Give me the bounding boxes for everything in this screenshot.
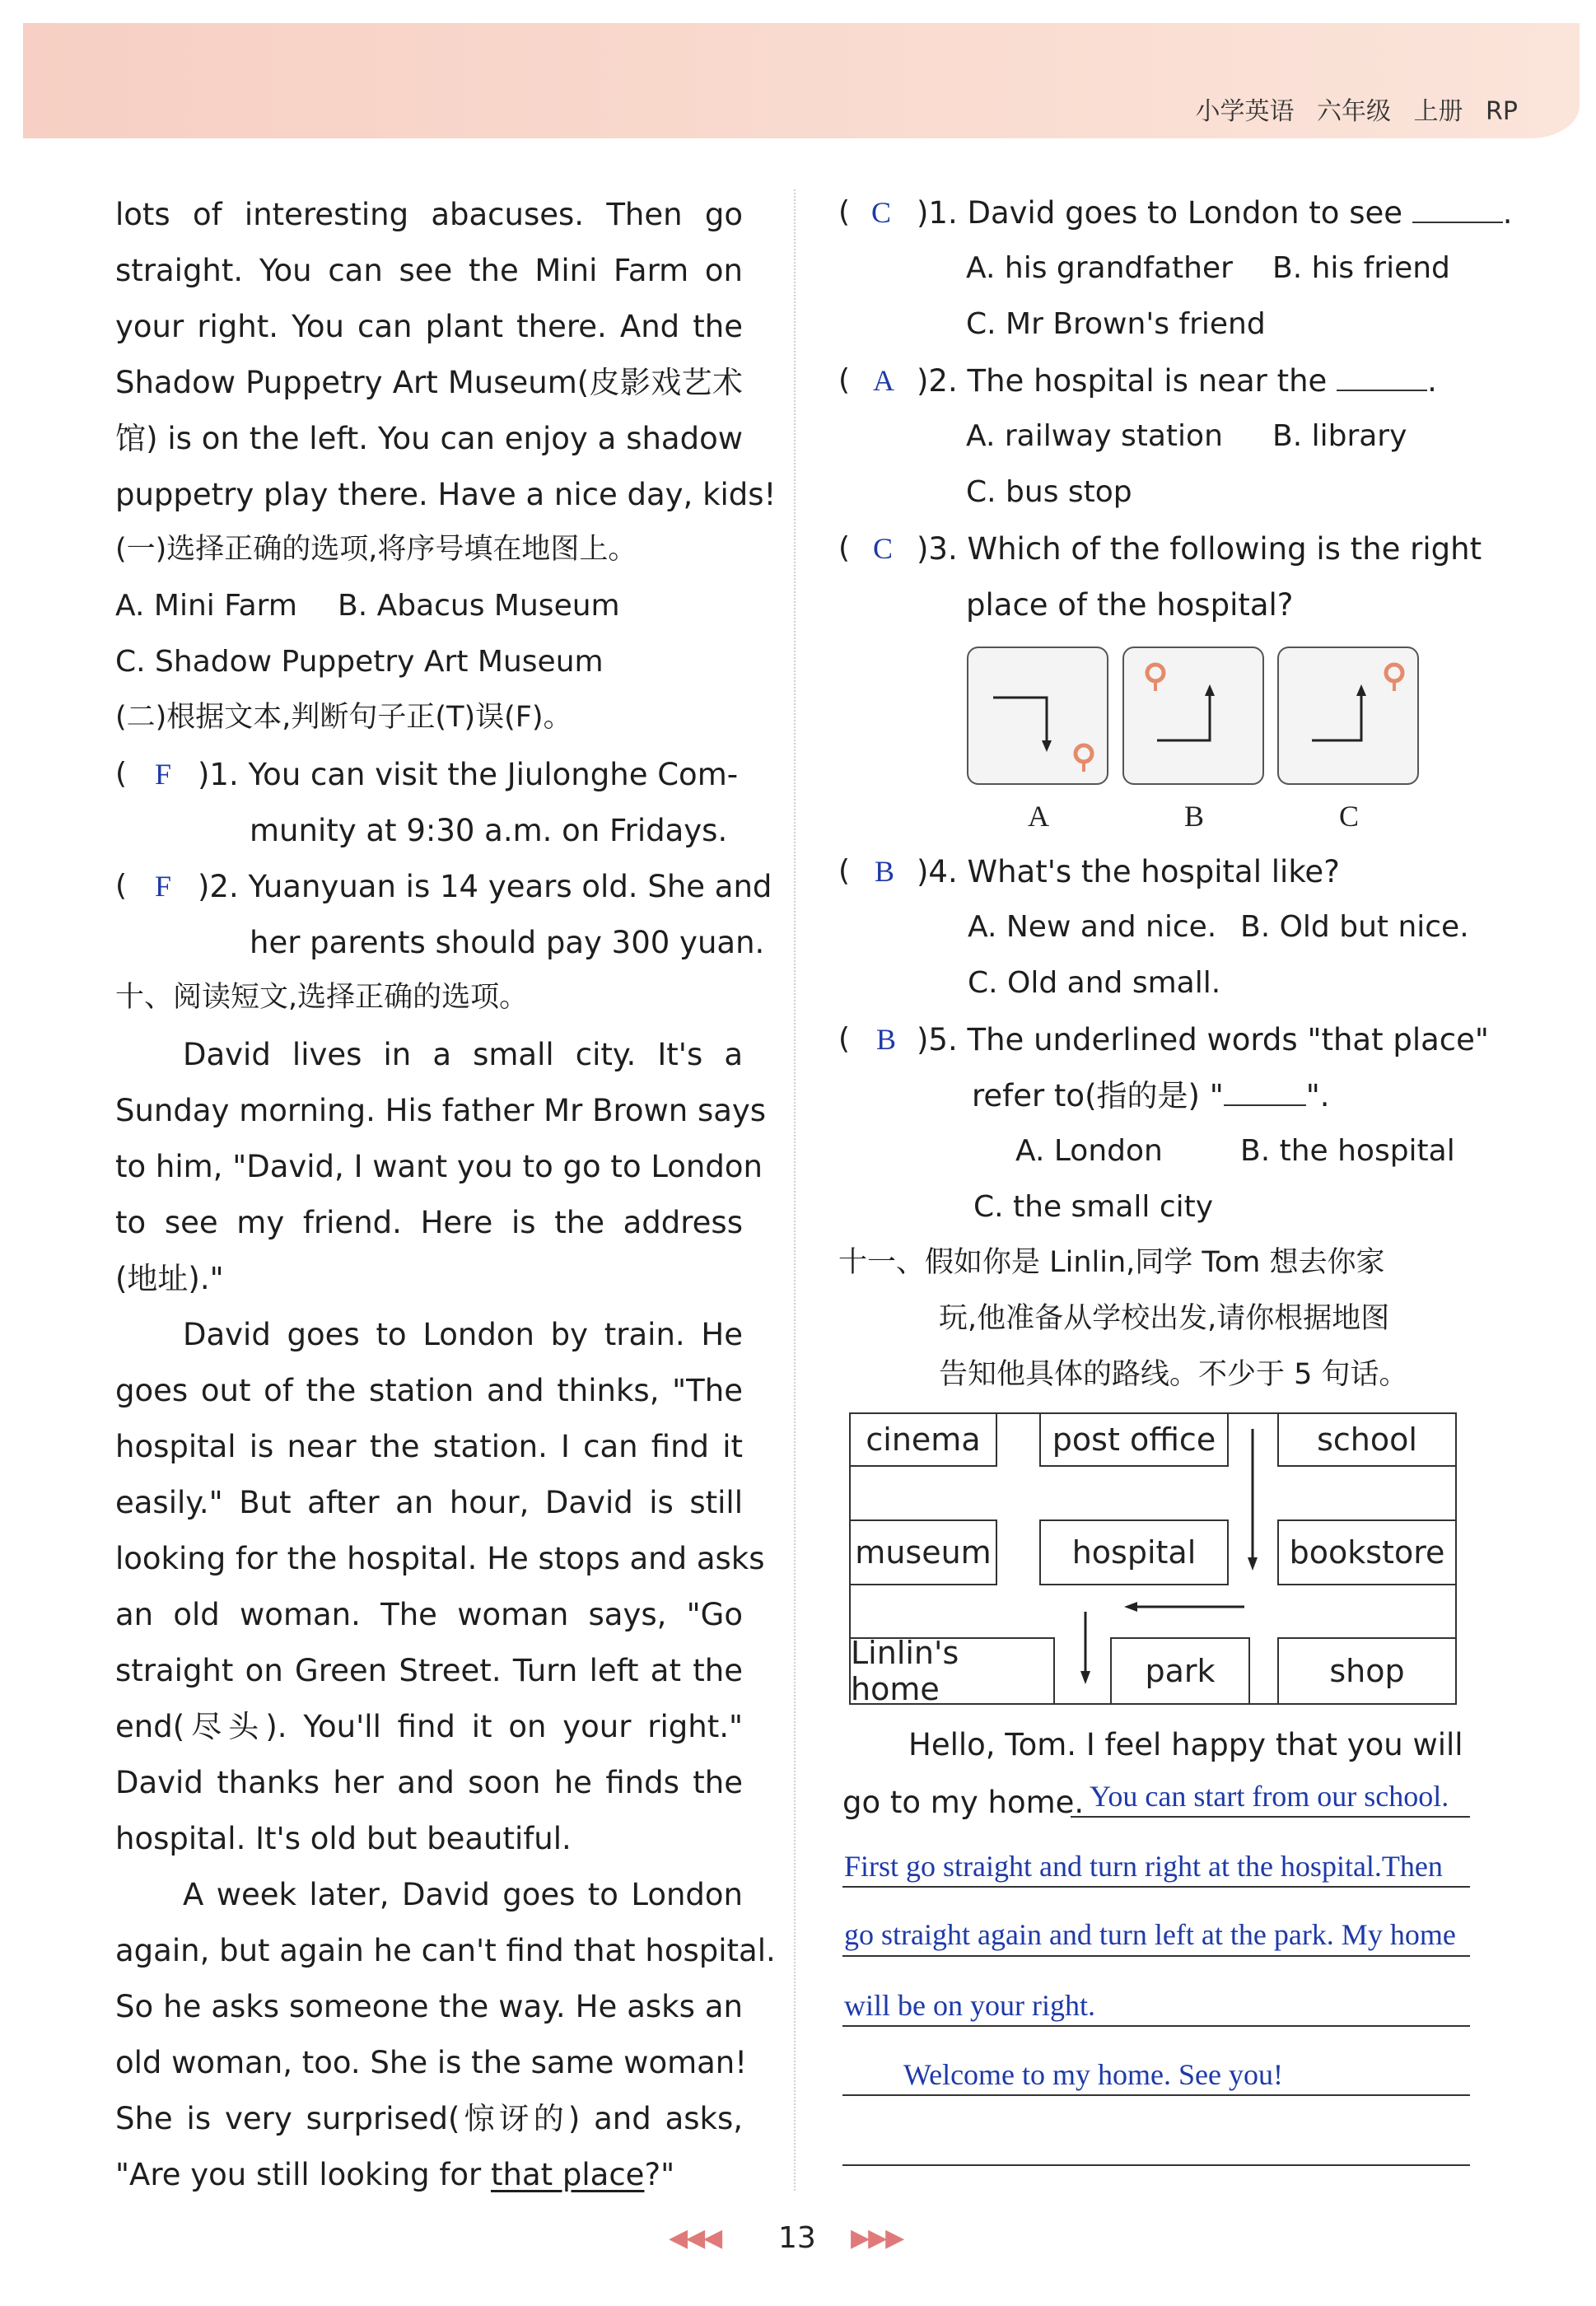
answer-text: B bbox=[876, 1023, 897, 1056]
story-line: looking for the hospital. He stops and asks bbox=[115, 1541, 765, 1576]
story-line: David lives in a small city. It's a bbox=[183, 1037, 743, 1072]
map-bookstore: bookstore bbox=[1277, 1519, 1457, 1585]
answer-text: A bbox=[873, 364, 894, 397]
answer-text: B bbox=[875, 855, 895, 888]
answer-bracket: ( bbox=[115, 869, 128, 903]
map-museum: museum bbox=[849, 1519, 997, 1585]
next-page-icon[interactable]: ▶▶▶ bbox=[851, 2224, 903, 2252]
option-b: B. the hospital bbox=[1240, 1134, 1455, 1168]
letter-line: Hello, Tom. I feel happy that you will bbox=[908, 1727, 1463, 1762]
route-a-drawing bbox=[968, 648, 1107, 783]
map-shop: shop bbox=[1277, 1637, 1457, 1705]
passage-line: puppetry play there. Have a nice day, kids! bbox=[115, 477, 777, 512]
answer-bracket: ( bbox=[838, 1022, 851, 1056]
story-line: hospital is near the station. I can find it bbox=[115, 1429, 743, 1464]
route-picture-b bbox=[1122, 647, 1264, 785]
option-c: C. Mr Brown's friend bbox=[966, 307, 1266, 341]
option-c: C. the small city bbox=[973, 1190, 1214, 1224]
header-title: 小学英语 六年级 上册 RP bbox=[1195, 97, 1518, 126]
answer-blank bbox=[1224, 1104, 1306, 1106]
question-stem bbox=[917, 363, 1437, 399]
answer-bracket: ( bbox=[838, 195, 851, 229]
map-post-office: post office bbox=[1039, 1412, 1229, 1467]
map-school: school bbox=[1277, 1412, 1457, 1467]
writing-line bbox=[842, 2025, 1470, 2027]
down-arrow-icon bbox=[1248, 1429, 1258, 1571]
answer-bracket: ( bbox=[838, 363, 851, 397]
answer-text: C bbox=[871, 196, 892, 229]
answer-bracket: ( bbox=[838, 854, 851, 888]
answer-bracket: ( bbox=[115, 757, 128, 791]
story-line: to see my friend. Here is the address bbox=[115, 1205, 743, 1240]
option-c: C. Shadow Puppetry Art Museum bbox=[115, 645, 604, 679]
answer-text: C bbox=[873, 532, 894, 565]
story-line: straight on Green Street. Turn left at the bbox=[115, 1653, 743, 1688]
route-picture-c bbox=[1277, 647, 1419, 785]
prev-page-icon[interactable]: ◀◀◀ bbox=[669, 2224, 721, 2252]
option-a: A. London bbox=[1015, 1134, 1163, 1168]
section-title: 告知他具体的路线。不少于 5 句话。 bbox=[939, 1358, 1408, 1391]
handwritten-answer: Welcome to my home. See you! bbox=[903, 2058, 1283, 2091]
answer-bracket: ( bbox=[838, 531, 851, 565]
story-line: hospital. It's old but beautiful. bbox=[115, 1821, 572, 1856]
option-b: B. Old but nice. bbox=[1240, 910, 1469, 944]
map-park: park bbox=[1110, 1637, 1250, 1705]
writing-line bbox=[842, 2094, 1470, 2096]
option-a: A. New and nice. bbox=[968, 910, 1217, 944]
question-stem: )1. You can visit the Jiulonghe Com- bbox=[198, 757, 739, 792]
story-line: David thanks her and soon he finds the bbox=[115, 1765, 743, 1800]
story-line: (地址)." bbox=[115, 1261, 224, 1296]
column-divider bbox=[794, 189, 796, 2191]
pin-icon bbox=[1147, 665, 1164, 691]
map-hospital: hospital bbox=[1039, 1519, 1229, 1585]
handwritten-answer: You can start from our school. bbox=[1090, 1780, 1449, 1813]
passage-line: straight. You can see the Mini Farm on bbox=[115, 253, 743, 288]
q2-end: . bbox=[1427, 363, 1437, 399]
picture-label-a: A bbox=[1028, 800, 1049, 833]
story-last-suffix: ?" bbox=[644, 2157, 675, 2192]
q5-stem2: refer to(指的是) " bbox=[972, 1078, 1224, 1113]
passage-line: lots of interesting abacuses. Then go bbox=[115, 197, 743, 232]
passage-line: 馆) is on the left. You can enjoy a shadow bbox=[115, 421, 743, 456]
question-stem: place of the hospital? bbox=[966, 587, 1294, 623]
section-title: 玩,他准备从学校出发,请你根据地图 bbox=[939, 1302, 1390, 1335]
question-stem: her parents should pay 300 yuan. bbox=[250, 925, 765, 960]
question-stem: )4. What's the hospital like? bbox=[917, 854, 1340, 889]
option-b: B. his friend bbox=[1272, 251, 1450, 285]
section-title: (二)根据文本,判断句子正(T)误(F)。 bbox=[115, 701, 572, 734]
map-cinema: cinema bbox=[849, 1412, 997, 1467]
map-route-arrows bbox=[849, 1412, 1457, 1705]
page-number: 13 bbox=[778, 2221, 816, 2255]
question-stem: munity at 9:30 a.m. on Fridays. bbox=[250, 813, 728, 848]
option-a: A. his grandfather bbox=[966, 251, 1233, 285]
section-title: (一)选择正确的选项,将序号填在地图上。 bbox=[115, 533, 637, 566]
story-last-prefix: "Are you still looking for bbox=[115, 2157, 491, 2192]
section-title: 十一、假如你是 Linlin,同学 Tom 想去你家 bbox=[838, 1246, 1385, 1279]
answer-text: F bbox=[155, 758, 172, 791]
question-stem: )5. The underlined words "that place" bbox=[917, 1022, 1489, 1057]
writing-line bbox=[842, 2164, 1470, 2166]
picture-label-c: C bbox=[1339, 800, 1360, 833]
option-b: B. library bbox=[1272, 419, 1407, 453]
question-stem bbox=[972, 1078, 1330, 1113]
route-c-drawing bbox=[1279, 648, 1417, 783]
story-line: easily." But after an hour, David is still bbox=[115, 1485, 743, 1520]
option-c: C. Old and small. bbox=[968, 966, 1221, 1000]
story-line: So he asks someone the way. He asks an bbox=[115, 1989, 743, 2024]
handwritten-answer: go straight again and turn left at the park. My home bbox=[844, 1918, 1456, 1951]
section-title: 十、阅读短文,选择正确的选项。 bbox=[115, 981, 529, 1014]
story-line: to him, "David, I want you to go to London bbox=[115, 1149, 763, 1184]
option-b: B. Abacus Museum bbox=[338, 589, 620, 623]
story-line: goes out of the station and thinks, "The bbox=[115, 1373, 743, 1408]
question-stem: )3. Which of the following is the right bbox=[917, 531, 1482, 567]
route-b-drawing bbox=[1124, 648, 1262, 783]
underlined-phrase: that place bbox=[490, 2157, 645, 2192]
writing-line bbox=[842, 1886, 1470, 1888]
option-a: A. Mini Farm bbox=[115, 589, 297, 623]
pin-icon bbox=[1386, 665, 1402, 691]
question-stem bbox=[917, 195, 1513, 231]
question-stem: )2. Yuanyuan is 14 years old. She and bbox=[198, 869, 772, 904]
pin-icon bbox=[1076, 745, 1092, 772]
passage-line: Shadow Puppetry Art Museum(皮影戏艺术 bbox=[115, 365, 743, 400]
story-line bbox=[115, 2159, 674, 2190]
story-line: old woman, too. She is the same woman! bbox=[115, 2045, 748, 2080]
story-line: Sunday morning. His father Mr Brown says bbox=[115, 1093, 767, 1128]
left-arrow-icon bbox=[1124, 1602, 1244, 1612]
q2-stem: )2. The hospital is near the bbox=[917, 363, 1328, 399]
q1-stem: )1. David goes to London to see bbox=[917, 195, 1403, 231]
route-picture-a bbox=[967, 647, 1108, 785]
answer-blank bbox=[1412, 222, 1503, 223]
answer-blank bbox=[1337, 390, 1427, 391]
handwritten-answer: First go straight and turn right at the hospital.Then bbox=[844, 1850, 1443, 1883]
story-line: She is very surprised(惊讶的) and asks, bbox=[115, 2101, 743, 2136]
option-c: C. bus stop bbox=[966, 475, 1132, 509]
passage-line: your right. You can plant there. And the bbox=[115, 309, 743, 344]
writing-line bbox=[1071, 1816, 1470, 1818]
handwritten-answer: will be on your right. bbox=[844, 1989, 1095, 2022]
story-line: again, but again he can't find that hospital. bbox=[115, 1933, 776, 1968]
picture-label-b: B bbox=[1184, 800, 1205, 833]
story-line: an old woman. The woman says, "Go bbox=[115, 1597, 743, 1632]
story-line: David goes to London by train. He bbox=[183, 1317, 743, 1352]
map-linlin-home: Linlin's home bbox=[849, 1637, 1055, 1705]
story-line: A week later, David goes to London bbox=[183, 1877, 743, 1912]
q5-end: ". bbox=[1305, 1078, 1330, 1113]
writing-line bbox=[842, 1955, 1470, 1957]
down-arrow-icon bbox=[1080, 1612, 1090, 1684]
story-line: end(尽头). You'll find it on your right." bbox=[115, 1709, 743, 1744]
q1-end: . bbox=[1502, 195, 1513, 231]
answer-text: F bbox=[155, 870, 172, 903]
option-a: A. railway station bbox=[966, 419, 1223, 453]
letter-line: go to my home. bbox=[842, 1785, 1085, 1820]
